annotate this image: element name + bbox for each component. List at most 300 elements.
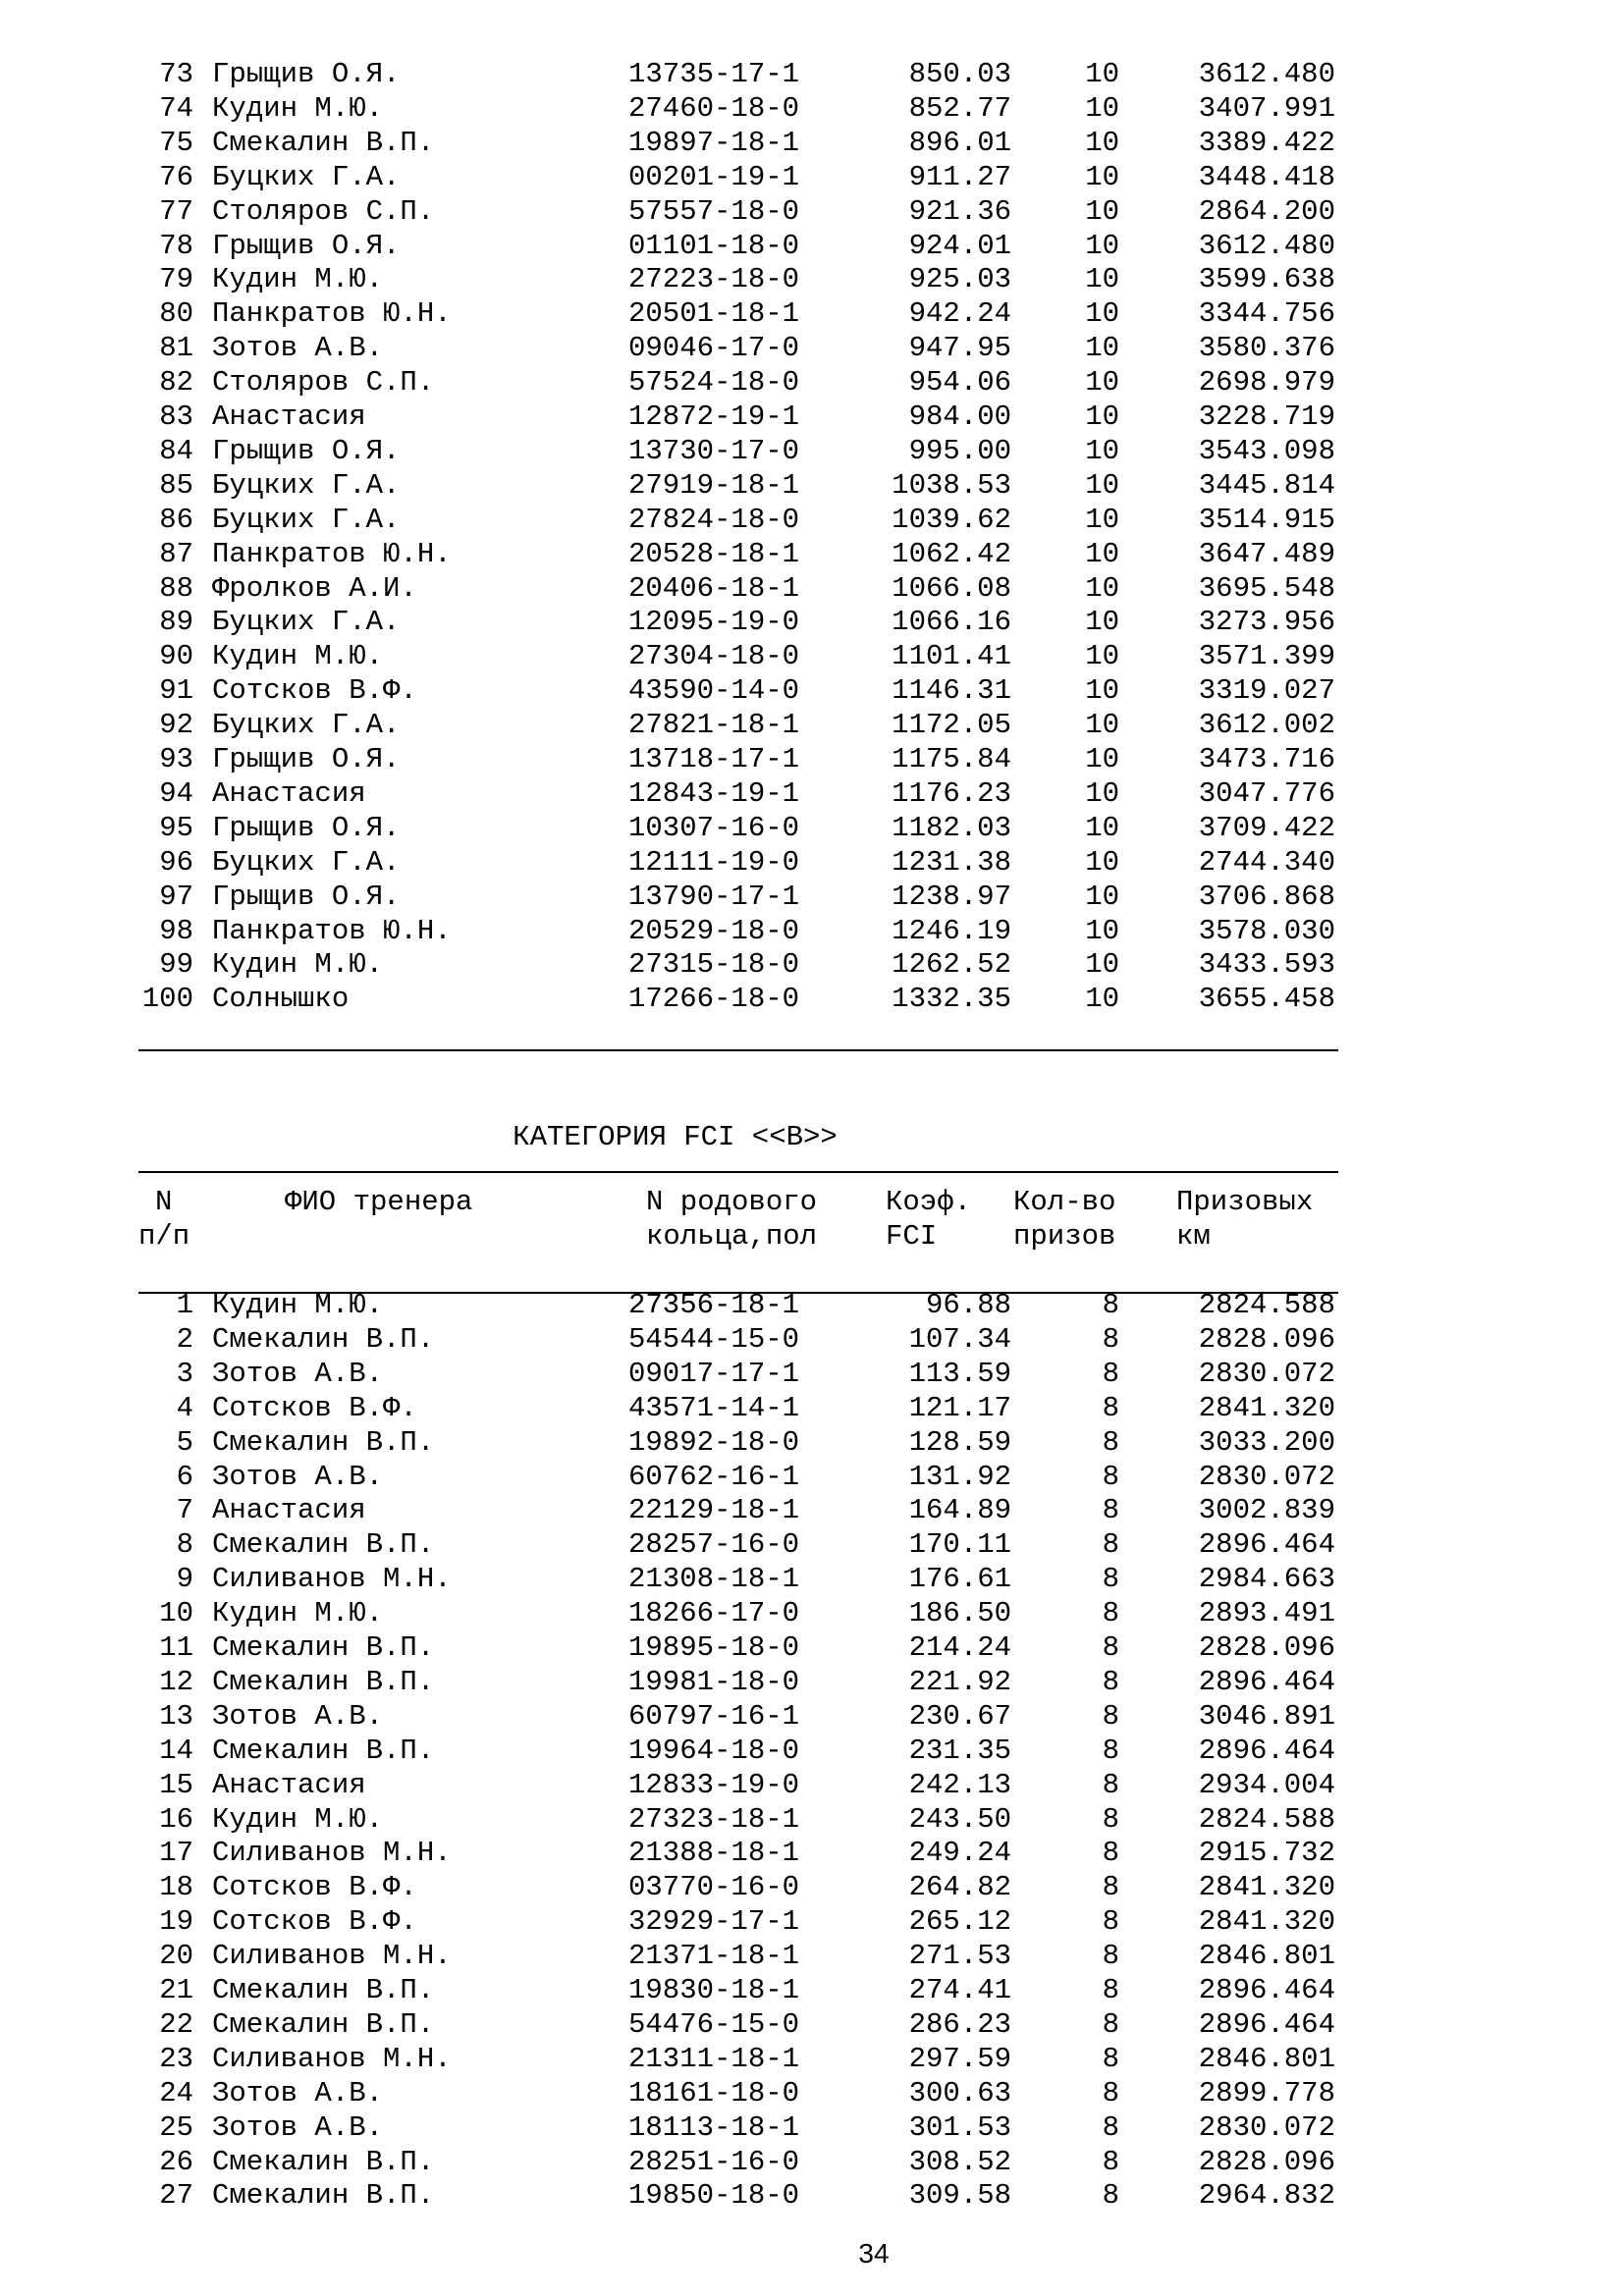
- cell-ring: 01101-18-0: [628, 229, 800, 262]
- table-row: [0, 742, 1624, 776]
- cell-n: 20: [159, 1940, 193, 1973]
- cell-count: 10: [1085, 434, 1119, 467]
- cell-coef: 301.53: [908, 2110, 1011, 2144]
- cell-count: 8: [1102, 1391, 1119, 1424]
- table-row: [0, 880, 1624, 914]
- cell-coef: 300.63: [908, 2076, 1011, 2109]
- cell-count: 8: [1102, 1837, 1119, 1870]
- table-row: [0, 1322, 1624, 1357]
- cell-n: 78: [159, 229, 193, 262]
- table-row: [0, 2110, 1624, 2145]
- cell-name: Зотов А.В.: [212, 1357, 384, 1390]
- cell-count: 10: [1085, 606, 1119, 639]
- cell-count: 8: [1102, 1528, 1119, 1562]
- cell-coef: 1176.23: [892, 776, 1011, 810]
- cell-name: Силиванов М.Н.: [212, 1837, 452, 1870]
- cell-name: Сотсков В.Ф.: [212, 1905, 417, 1939]
- table-row: [0, 1836, 1624, 1870]
- cell-coef: 925.03: [908, 263, 1011, 296]
- cell-coef: 249.24: [908, 1837, 1011, 1870]
- table-row: [0, 1939, 1624, 1973]
- cell-coef: 96.88: [925, 1289, 1011, 1321]
- cell-ring: 54544-15-0: [628, 1322, 800, 1356]
- cell-ring: 27356-18-1: [628, 1289, 800, 1321]
- cell-name: Кудин М.Ю.: [212, 263, 384, 296]
- cell-km: 3612.480: [1198, 58, 1335, 90]
- cell-count: 10: [1085, 58, 1119, 90]
- cell-coef: 309.58: [908, 2179, 1011, 2213]
- cell-coef: 242.13: [908, 1768, 1011, 1801]
- cell-ring: 13790-17-1: [628, 880, 800, 913]
- cell-ring: 17266-18-0: [628, 983, 800, 1016]
- cell-coef: 1182.03: [892, 811, 1011, 844]
- cell-name: Силиванов М.Н.: [212, 1563, 452, 1596]
- table-row: [0, 982, 1624, 1016]
- table-row: [0, 1768, 1624, 1802]
- cell-name: Анастасия: [212, 776, 366, 810]
- cell-ring: 19830-18-1: [628, 1974, 800, 2006]
- cell-name: Кудин М.Ю.: [212, 640, 384, 673]
- cell-n: 82: [159, 366, 193, 400]
- header-ring-sub: кольца,пол: [646, 1220, 818, 1253]
- cell-n: 8: [176, 1528, 193, 1562]
- cell-km: 2893.491: [1198, 1597, 1335, 1630]
- table-row: [0, 194, 1624, 229]
- header-coef-sub: FCI: [886, 1220, 938, 1253]
- header-count: Кол-во: [1013, 1186, 1116, 1218]
- cell-ring: 20501-18-1: [628, 297, 800, 331]
- cell-name: Буцких Г.А.: [212, 468, 401, 502]
- table-row: [0, 811, 1624, 845]
- cell-ring: 03770-16-0: [628, 1871, 800, 1904]
- cell-name: Кудин М.Ю.: [212, 91, 384, 125]
- table-row: [0, 160, 1624, 194]
- cell-count: 10: [1085, 571, 1119, 605]
- table-row: [0, 914, 1624, 948]
- cell-coef: 1175.84: [892, 743, 1011, 775]
- cell-n: 74: [159, 91, 193, 125]
- cell-count: 8: [1102, 1734, 1119, 1767]
- cell-ring: 12843-19-1: [628, 776, 800, 810]
- cell-n: 9: [176, 1563, 193, 1596]
- cell-n: 100: [141, 983, 193, 1016]
- cell-km: 3706.868: [1198, 880, 1335, 913]
- table-row: [0, 537, 1624, 571]
- cell-n: 2: [176, 1322, 193, 1356]
- top-table-bottom-rule: [138, 1049, 1338, 1051]
- cell-km: 2830.072: [1198, 1460, 1335, 1493]
- cell-name: Кудин М.Ю.: [212, 1802, 384, 1836]
- cell-coef: 243.50: [908, 1802, 1011, 1836]
- cell-coef: 214.24: [908, 1631, 1011, 1664]
- cell-coef: 230.67: [908, 1699, 1011, 1733]
- cell-count: 8: [1102, 1322, 1119, 1356]
- cell-n: 1: [176, 1289, 193, 1321]
- cell-name: Столяров С.П.: [212, 366, 435, 400]
- cell-coef: 107.34: [908, 1322, 1011, 1356]
- header-ring: N родового: [646, 1186, 818, 1218]
- table-row: [0, 673, 1624, 708]
- cell-count: 10: [1085, 776, 1119, 810]
- cell-ring: 28251-16-0: [628, 2145, 800, 2178]
- cell-ring: 27824-18-0: [628, 503, 800, 536]
- cell-coef: 221.92: [908, 1665, 1011, 1698]
- cell-km: 3571.399: [1198, 640, 1335, 673]
- cell-coef: 850.03: [908, 58, 1011, 90]
- cell-ring: 18266-17-0: [628, 1597, 800, 1630]
- cell-n: 10: [159, 1597, 193, 1630]
- cell-coef: 176.61: [908, 1563, 1011, 1596]
- cell-n: 25: [159, 2110, 193, 2144]
- cell-name: Грыщив О.Я.: [212, 811, 401, 844]
- header-n: N: [155, 1186, 173, 1218]
- table-row: [0, 1288, 1624, 1322]
- cell-n: 80: [159, 297, 193, 331]
- cell-ring: 12095-19-0: [628, 606, 800, 639]
- cell-name: Зотов А.В.: [212, 1699, 384, 1733]
- table-row: [0, 57, 1624, 91]
- cell-count: 10: [1085, 503, 1119, 536]
- cell-ring: 54476-15-0: [628, 2007, 800, 2041]
- cell-ring: 27323-18-1: [628, 1802, 800, 1836]
- cell-ring: 27460-18-0: [628, 91, 800, 125]
- cell-name: Кудин М.Ю.: [212, 1289, 384, 1321]
- cell-coef: 128.59: [908, 1425, 1011, 1459]
- cell-ring: 27223-18-0: [628, 263, 800, 296]
- table-row: [0, 331, 1624, 365]
- cell-km: 3002.839: [1198, 1494, 1335, 1527]
- cell-name: Смекалин В.П.: [212, 2007, 435, 2041]
- cell-count: 10: [1085, 468, 1119, 502]
- cell-coef: 131.92: [908, 1460, 1011, 1493]
- cell-n: 73: [159, 58, 193, 90]
- cell-count: 8: [1102, 1494, 1119, 1527]
- table-row: [0, 468, 1624, 503]
- cell-name: Кудин М.Ю.: [212, 948, 384, 982]
- cell-count: 8: [1102, 1460, 1119, 1493]
- cell-name: Фролков А.И.: [212, 571, 417, 605]
- cell-count: 10: [1085, 126, 1119, 159]
- table-row: [0, 434, 1624, 468]
- cell-ring: 60797-16-1: [628, 1699, 800, 1733]
- cell-km: 3612.002: [1198, 709, 1335, 742]
- table-row: [0, 776, 1624, 811]
- cell-ring: 20528-18-1: [628, 537, 800, 570]
- cell-count: 10: [1085, 811, 1119, 844]
- cell-coef: 1066.08: [892, 571, 1011, 605]
- cell-n: 6: [176, 1460, 193, 1493]
- cell-km: 2899.778: [1198, 2076, 1335, 2109]
- cell-name: Смекалин В.П.: [212, 2145, 435, 2178]
- table-row: [0, 2145, 1624, 2179]
- cell-n: 27: [159, 2179, 193, 2213]
- cell-count: 10: [1085, 160, 1119, 193]
- cell-km: 3046.891: [1198, 1699, 1335, 1733]
- cell-count: 10: [1085, 91, 1119, 125]
- cell-n: 97: [159, 880, 193, 913]
- cell-ring: 19892-18-0: [628, 1425, 800, 1459]
- cell-coef: 995.00: [908, 434, 1011, 467]
- cell-n: 16: [159, 1802, 193, 1836]
- table-row: [0, 296, 1624, 331]
- cell-count: 8: [1102, 1802, 1119, 1836]
- cell-n: 81: [159, 332, 193, 365]
- cell-n: 87: [159, 537, 193, 570]
- cell-coef: 113.59: [908, 1357, 1011, 1390]
- table-row: [0, 1904, 1624, 1939]
- table-row: [0, 1973, 1624, 2007]
- cell-km: 2698.979: [1198, 366, 1335, 400]
- cell-n: 96: [159, 845, 193, 879]
- cell-ring: 19981-18-0: [628, 1665, 800, 1698]
- table-row: [0, 1527, 1624, 1562]
- cell-count: 10: [1085, 640, 1119, 673]
- cell-name: Анастасия: [212, 1494, 366, 1527]
- cell-ring: 19964-18-0: [628, 1734, 800, 1767]
- cell-ring: 22129-18-1: [628, 1494, 800, 1527]
- table-row: [0, 91, 1624, 126]
- cell-count: 8: [1102, 2007, 1119, 2041]
- table-row: [0, 1870, 1624, 1904]
- cell-ring: 21371-18-1: [628, 1940, 800, 1973]
- cell-name: Грыщив О.Я.: [212, 743, 401, 775]
- cell-count: 8: [1102, 1289, 1119, 1321]
- cell-km: 3514.915: [1198, 503, 1335, 536]
- cell-km: 2846.801: [1198, 1940, 1335, 1973]
- cell-n: 93: [159, 743, 193, 775]
- table-row: [0, 708, 1624, 742]
- cell-coef: 1172.05: [892, 709, 1011, 742]
- table-row: [0, 1699, 1624, 1734]
- cell-name: Зотов А.В.: [212, 2076, 384, 2109]
- cell-n: 85: [159, 468, 193, 502]
- cell-ring: 19895-18-0: [628, 1631, 800, 1664]
- cell-coef: 1062.42: [892, 537, 1011, 570]
- cell-km: 3599.638: [1198, 263, 1335, 296]
- cell-n: 89: [159, 606, 193, 639]
- cell-n: 17: [159, 1837, 193, 1870]
- cell-count: 8: [1102, 1357, 1119, 1390]
- cell-count: 10: [1085, 709, 1119, 742]
- cell-n: 95: [159, 811, 193, 844]
- cell-name: Грыщив О.Я.: [212, 880, 401, 913]
- cell-count: 10: [1085, 400, 1119, 433]
- table-row: [0, 1665, 1624, 1699]
- cell-count: 8: [1102, 1974, 1119, 2006]
- cell-n: 91: [159, 674, 193, 708]
- cell-coef: 1231.38: [892, 845, 1011, 879]
- cell-n: 5: [176, 1425, 193, 1459]
- cell-coef: 984.00: [908, 400, 1011, 433]
- cell-ring: 18161-18-0: [628, 2076, 800, 2109]
- cell-name: Кудин М.Ю.: [212, 1597, 384, 1630]
- cell-count: 10: [1085, 845, 1119, 879]
- cell-ring: 13730-17-0: [628, 434, 800, 467]
- cell-count: 10: [1085, 297, 1119, 331]
- cell-ring: 43590-14-0: [628, 674, 800, 708]
- cell-n: 23: [159, 2042, 193, 2075]
- cell-coef: 1262.52: [892, 948, 1011, 982]
- table-row: [0, 1802, 1624, 1837]
- table-row: [0, 262, 1624, 296]
- cell-name: Смекалин В.П.: [212, 1974, 435, 2006]
- cell-km: 2934.004: [1198, 1768, 1335, 1801]
- cell-ring: 21311-18-1: [628, 2042, 800, 2075]
- cell-name: Буцких Г.А.: [212, 160, 401, 193]
- cell-name: Зотов А.В.: [212, 1460, 384, 1493]
- cell-coef: 271.53: [908, 1940, 1011, 1973]
- cell-count: 10: [1085, 537, 1119, 570]
- cell-count: 8: [1102, 1597, 1119, 1630]
- page-number: 34: [858, 2238, 890, 2269]
- cell-name: Смекалин В.П.: [212, 1631, 435, 1664]
- cell-ring: 21308-18-1: [628, 1563, 800, 1596]
- cell-name: Силиванов М.Н.: [212, 2042, 452, 2075]
- cell-count: 8: [1102, 1871, 1119, 1904]
- table-row: [0, 1460, 1624, 1494]
- cell-count: 10: [1085, 914, 1119, 947]
- cell-km: 3389.422: [1198, 126, 1335, 159]
- cell-n: 79: [159, 263, 193, 296]
- cell-name: Буцких Г.А.: [212, 606, 401, 639]
- cell-name: Силиванов М.Н.: [212, 1940, 452, 1973]
- cell-n: 4: [176, 1391, 193, 1424]
- cell-count: 10: [1085, 674, 1119, 708]
- cell-coef: 954.06: [908, 366, 1011, 400]
- cell-ring: 20406-18-1: [628, 571, 800, 605]
- cell-n: 11: [159, 1631, 193, 1664]
- cell-n: 75: [159, 126, 193, 159]
- cell-count: 8: [1102, 1940, 1119, 1973]
- cell-coef: 1332.35: [892, 983, 1011, 1016]
- cell-coef: 924.01: [908, 229, 1011, 262]
- cell-count: 8: [1102, 2145, 1119, 2178]
- header-km-sub: км: [1176, 1220, 1211, 1253]
- cell-n: 7: [176, 1494, 193, 1527]
- cell-coef: 1039.62: [892, 503, 1011, 536]
- cell-km: 3543.098: [1198, 434, 1335, 467]
- cell-name: Буцких Г.А.: [212, 845, 401, 879]
- cell-km: 3319.027: [1198, 674, 1335, 708]
- cell-coef: 852.77: [908, 91, 1011, 125]
- table-row: [0, 1357, 1624, 1391]
- cell-km: 3473.716: [1198, 743, 1335, 775]
- cell-ring: 12111-19-0: [628, 845, 800, 879]
- cell-name: Зотов А.В.: [212, 2110, 384, 2144]
- cell-ring: 09046-17-0: [628, 332, 800, 365]
- table-row: [0, 400, 1624, 434]
- cell-count: 8: [1102, 2042, 1119, 2075]
- cell-ring: 28257-16-0: [628, 1528, 800, 1562]
- cell-count: 10: [1085, 366, 1119, 400]
- cell-km: 2915.732: [1198, 1837, 1335, 1870]
- cell-ring: 13718-17-1: [628, 743, 800, 775]
- cell-km: 2896.464: [1198, 1528, 1335, 1562]
- cell-km: 2824.588: [1198, 1802, 1335, 1836]
- cell-km: 3228.719: [1198, 400, 1335, 433]
- cell-coef: 231.35: [908, 1734, 1011, 1767]
- cell-name: Анастасия: [212, 1768, 366, 1801]
- cell-count: 8: [1102, 1905, 1119, 1939]
- cell-name: Смекалин В.П.: [212, 126, 435, 159]
- cell-n: 98: [159, 914, 193, 947]
- cell-n: 13: [159, 1699, 193, 1733]
- cell-coef: 921.36: [908, 194, 1011, 228]
- cell-n: 83: [159, 400, 193, 433]
- cell-ring: 00201-19-1: [628, 160, 800, 193]
- cell-name: Смекалин В.П.: [212, 1425, 435, 1459]
- cell-ring: 32929-17-1: [628, 1905, 800, 1939]
- cell-count: 10: [1085, 332, 1119, 365]
- cell-km: 2984.663: [1198, 1563, 1335, 1596]
- table-row: [0, 571, 1624, 606]
- cell-km: 2744.340: [1198, 845, 1335, 879]
- table-row: [0, 229, 1624, 263]
- cell-ring: 19897-18-1: [628, 126, 800, 159]
- cell-km: 2896.464: [1198, 1665, 1335, 1698]
- cell-km: 2896.464: [1198, 2007, 1335, 2041]
- cell-km: 3578.030: [1198, 914, 1335, 947]
- cell-name: Панкратов Ю.Н.: [212, 537, 452, 570]
- cell-count: 10: [1085, 263, 1119, 296]
- cell-km: 2828.096: [1198, 1631, 1335, 1664]
- table-row: [0, 1630, 1624, 1665]
- cell-ring: 27821-18-1: [628, 709, 800, 742]
- cell-km: 3445.814: [1198, 468, 1335, 502]
- header-top-rule: [138, 1171, 1338, 1173]
- cell-coef: 1066.16: [892, 606, 1011, 639]
- cell-count: 8: [1102, 1425, 1119, 1459]
- cell-km: 2896.464: [1198, 1734, 1335, 1767]
- cell-count: 8: [1102, 1699, 1119, 1733]
- cell-count: 8: [1102, 1563, 1119, 1596]
- cell-count: 8: [1102, 1631, 1119, 1664]
- table-row: [0, 1493, 1624, 1527]
- cell-count: 8: [1102, 1665, 1119, 1698]
- cell-name: Смекалин В.П.: [212, 2179, 435, 2213]
- cell-coef: 1101.41: [892, 640, 1011, 673]
- table-row: [0, 1425, 1624, 1460]
- cell-count: 10: [1085, 194, 1119, 228]
- cell-n: 15: [159, 1768, 193, 1801]
- cell-km: 3647.489: [1198, 537, 1335, 570]
- table-row: [0, 1734, 1624, 1768]
- cell-km: 2841.320: [1198, 1905, 1335, 1939]
- cell-km: 2841.320: [1198, 1871, 1335, 1904]
- cell-n: 76: [159, 160, 193, 193]
- cell-name: Сотсков В.Ф.: [212, 1871, 417, 1904]
- cell-count: 10: [1085, 229, 1119, 262]
- cell-coef: 274.41: [908, 1974, 1011, 2006]
- cell-km: 3448.418: [1198, 160, 1335, 193]
- cell-ring: 10307-16-0: [628, 811, 800, 844]
- cell-n: 77: [159, 194, 193, 228]
- cell-name: Сотсков В.Ф.: [212, 1391, 417, 1424]
- cell-coef: 1238.97: [892, 880, 1011, 913]
- cell-ring: 13735-17-1: [628, 58, 800, 90]
- cell-name: Смекалин В.П.: [212, 1322, 435, 1356]
- cell-coef: 896.01: [908, 126, 1011, 159]
- cell-name: Грыщив О.Я.: [212, 58, 401, 90]
- cell-name: Солнышко: [212, 983, 350, 1016]
- cell-name: Панкратов Ю.Н.: [212, 914, 452, 947]
- cell-ring: 18113-18-1: [628, 2110, 800, 2144]
- cell-ring: 27919-18-1: [628, 468, 800, 502]
- cell-count: 10: [1085, 948, 1119, 982]
- table-row: [0, 605, 1624, 639]
- header-coef: Коэф.: [886, 1186, 972, 1218]
- cell-count: 10: [1085, 880, 1119, 913]
